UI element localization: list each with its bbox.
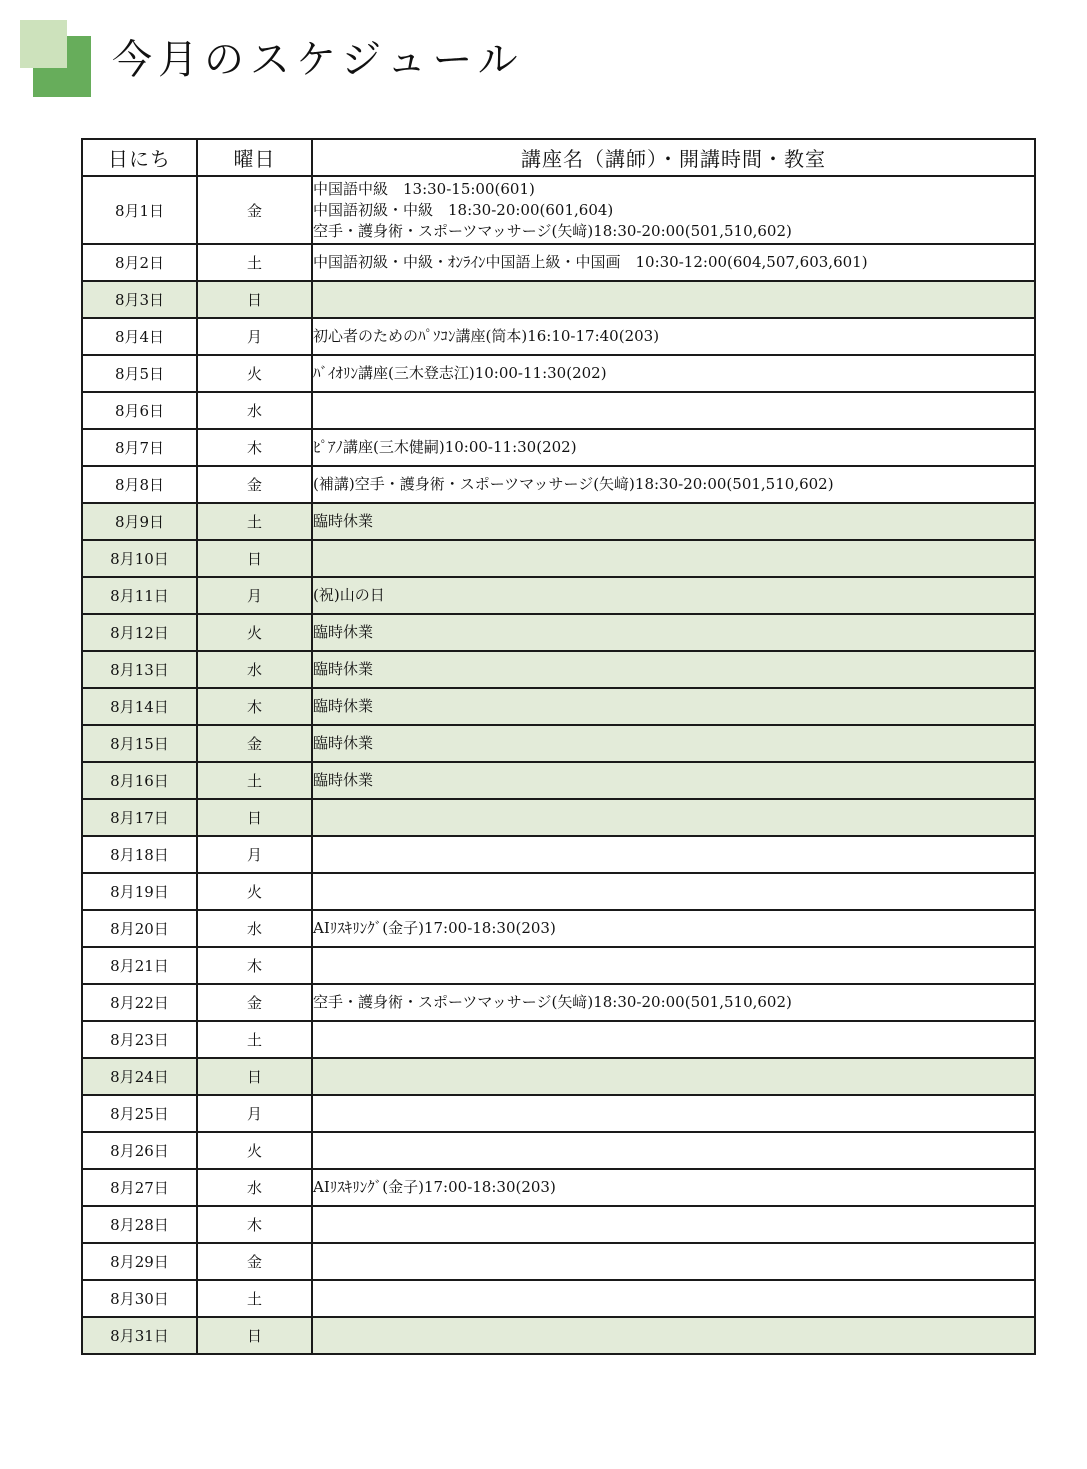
cell-date: 8月23日 [82,1021,197,1058]
table-row [82,503,1035,540]
cell-day-of-week: 金 [197,176,312,244]
cell-course [312,355,1035,392]
course-line: 初心者のためのﾊﾟｿｺﾝ講座(筒本)16:10-17:40(203) [313,327,660,345]
cell-course [312,577,1035,614]
table-row [82,318,1035,355]
table-row [82,281,1035,318]
course-line: 中国語初級・中級 18:30-20:00(601,604) [313,200,614,219]
cell-course [312,392,1035,429]
cell-date: 8月19日 [82,873,197,910]
course-line: AIﾘｽｷﾘﾝｸﾞ(金子)17:00-18:30(203) [313,1178,556,1196]
cell-day-of-week: 水 [197,1169,312,1206]
cell-date: 8月12日 [82,614,197,651]
cell-date: 8月1日 [82,176,197,244]
cell-day-of-week: 火 [197,614,312,651]
cell-day-of-week: 月 [197,836,312,873]
cell-day-of-week: 日 [197,1058,312,1095]
table-row [82,1058,1035,1095]
cell-course [312,836,1035,873]
cell-date: 8月15日 [82,725,197,762]
table-row [82,1021,1035,1058]
course-line: 臨時休業 [313,512,374,530]
cell-date: 8月3日 [82,281,197,318]
cell-date: 8月8日 [82,466,197,503]
cell-date: 8月25日 [82,1095,197,1132]
cell-course [312,1058,1035,1095]
cell-day-of-week: 水 [197,392,312,429]
cell-day-of-week: 日 [197,281,312,318]
course-line: 中国語中級 13:30-15:00(601) [313,179,535,198]
cell-date: 8月13日 [82,651,197,688]
cell-course [312,466,1035,503]
table-row [82,466,1035,503]
course-line: 空手・護身術・スポーツマッサージ(矢﨑)18:30-20:00(501,510,602) [313,221,792,240]
cell-day-of-week: 火 [197,1132,312,1169]
cell-course [312,503,1035,540]
table-row [82,873,1035,910]
cell-day-of-week: 土 [197,244,312,281]
cell-course [312,1206,1035,1243]
table-row [82,1206,1035,1243]
cell-day-of-week: 月 [197,1095,312,1132]
cell-day-of-week: 土 [197,1280,312,1317]
cell-date: 8月30日 [82,1280,197,1317]
table-row [82,244,1035,281]
cell-date: 8月14日 [82,688,197,725]
cell-date: 8月27日 [82,1169,197,1206]
cell-date: 8月11日 [82,577,197,614]
table-row [82,947,1035,984]
table-row [82,910,1035,947]
cell-date: 8月5日 [82,355,197,392]
cell-date: 8月4日 [82,318,197,355]
cell-date: 8月31日 [82,1317,197,1354]
cell-course [312,1280,1035,1317]
cell-date: 8月16日 [82,762,197,799]
page-title: 今月のスケジュール [112,37,524,83]
cell-date: 8月28日 [82,1206,197,1243]
title-logo-squares-icon [20,20,100,100]
table-row [82,1317,1035,1354]
course-line: 中国語初級・中級・ｵﾝﾗｲﾝ中国語上級・中国画 10:30-12:00(604,507,603,601) [313,253,868,271]
header-day-of-week: 曜日 [197,139,312,176]
cell-course [312,947,1035,984]
cell-course [312,1317,1035,1354]
table-row [82,1169,1035,1206]
cell-date: 8月10日 [82,540,197,577]
table-row [82,355,1035,392]
cell-day-of-week: 火 [197,355,312,392]
cell-course [312,688,1035,725]
cell-course [312,1169,1035,1206]
course-line: (祝)山の日 [313,586,385,604]
table-row [82,392,1035,429]
cell-date: 8月22日 [82,984,197,1021]
table-row [82,1132,1035,1169]
cell-date: 8月17日 [82,799,197,836]
cell-date: 8月29日 [82,1243,197,1280]
cell-day-of-week: 金 [197,725,312,762]
cell-course [312,176,1035,244]
cell-date: 8月7日 [82,429,197,466]
cell-day-of-week: 水 [197,910,312,947]
table-row [82,836,1035,873]
cell-date: 8月9日 [82,503,197,540]
cell-course [312,614,1035,651]
schedule-rows [82,176,1035,1354]
cell-course [312,873,1035,910]
cell-date: 8月18日 [82,836,197,873]
table-row [82,651,1035,688]
cell-day-of-week: 金 [197,1243,312,1280]
cell-day-of-week: 木 [197,429,312,466]
header-course: 講座名（講師）・開講時間・教室 [312,139,1035,176]
table-row [82,1243,1035,1280]
cell-course [312,910,1035,947]
cell-date: 8月6日 [82,392,197,429]
cell-course [312,984,1035,1021]
cell-course [312,762,1035,799]
cell-day-of-week: 水 [197,651,312,688]
cell-day-of-week: 金 [197,466,312,503]
table-row [82,1095,1035,1132]
cell-course [312,244,1035,281]
cell-day-of-week: 火 [197,873,312,910]
course-line: 臨時休業 [313,697,374,715]
table-row [82,762,1035,799]
cell-day-of-week: 木 [197,1206,312,1243]
cell-day-of-week: 月 [197,318,312,355]
table-row [82,799,1035,836]
cell-day-of-week: 木 [197,688,312,725]
cell-date: 8月20日 [82,910,197,947]
cell-course [312,1095,1035,1132]
cell-day-of-week: 日 [197,799,312,836]
cell-day-of-week: 月 [197,577,312,614]
cell-day-of-week: 日 [197,1317,312,1354]
cell-course [312,725,1035,762]
cell-course [312,1021,1035,1058]
table-row [82,1280,1035,1317]
table-row [82,984,1035,1021]
course-line: (補講)空手・護身術・スポーツマッサージ(矢﨑)18:30-20:00(501,510,602) [313,475,834,493]
course-line: ﾊﾞｲｵﾘﾝ講座(三木登志江)10:00-11:30(202) [313,364,607,382]
cell-date: 8月26日 [82,1132,197,1169]
cell-course [312,1132,1035,1169]
cell-day-of-week: 木 [197,947,312,984]
course-line: 臨時休業 [313,734,374,752]
logo-light-square [20,20,67,68]
course-line: ﾋﾟｱﾉ講座(三木健嗣)10:00-11:30(202) [313,438,577,456]
table-header-row [82,139,1035,176]
cell-course [312,318,1035,355]
cell-course [312,799,1035,836]
table-row [82,725,1035,762]
schedule-table [81,138,1036,1355]
cell-day-of-week: 土 [197,1021,312,1058]
course-line: 臨時休業 [313,660,374,678]
table-row [82,614,1035,651]
cell-day-of-week: 日 [197,540,312,577]
header-date: 日にち [82,139,197,176]
cell-course [312,540,1035,577]
cell-day-of-week: 土 [197,762,312,799]
course-line: 空手・護身術・スポーツマッサージ(矢﨑)18:30-20:00(501,510,602) [313,993,792,1011]
cell-date: 8月2日 [82,244,197,281]
table-row [82,429,1035,466]
table-row [82,540,1035,577]
course-line: 臨時休業 [313,623,374,641]
cell-date: 8月24日 [82,1058,197,1095]
cell-day-of-week: 金 [197,984,312,1021]
table-row [82,176,1035,244]
cell-day-of-week: 土 [197,503,312,540]
course-line: 臨時休業 [313,771,374,789]
course-line: AIﾘｽｷﾘﾝｸﾞ(金子)17:00-18:30(203) [313,919,556,937]
cell-date: 8月21日 [82,947,197,984]
table-row [82,577,1035,614]
cell-course [312,429,1035,466]
cell-course [312,281,1035,318]
cell-course [312,651,1035,688]
cell-course [312,1243,1035,1280]
table-row [82,688,1035,725]
